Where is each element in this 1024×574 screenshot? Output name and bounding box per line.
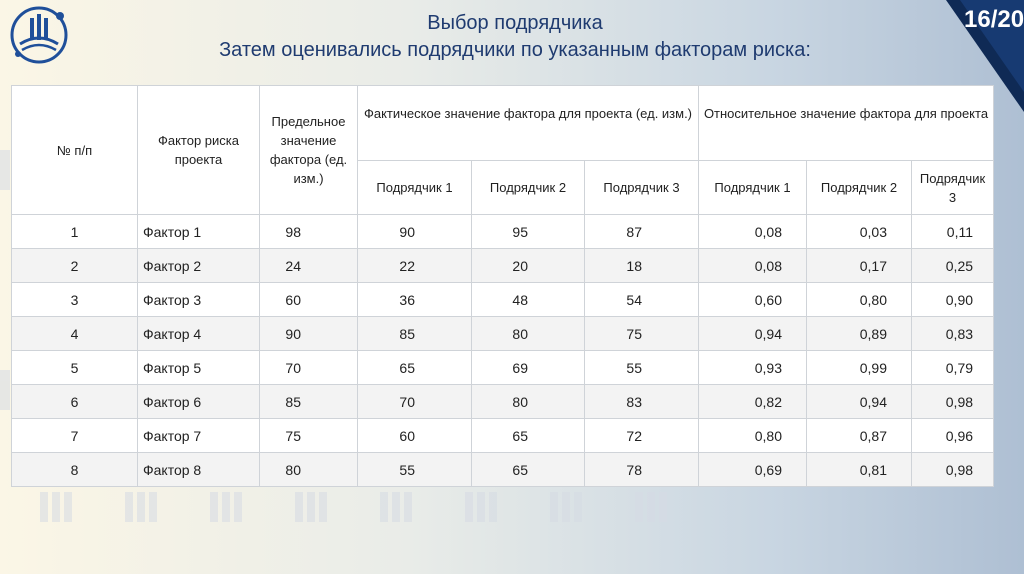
cell-relative-1: 0,69 <box>699 453 807 487</box>
table-row <box>12 215 994 249</box>
table-row <box>12 453 994 487</box>
cell-relative-2: 0,81 <box>807 453 912 487</box>
cell-relative-2: 0,17 <box>807 249 912 283</box>
cell-actual-1: 22 <box>358 249 472 283</box>
slide-subtitle: Затем оценивались подрядчики по указанным факторам риска: <box>219 39 811 61</box>
cell-actual-3: 72 <box>585 419 699 453</box>
slide-title: Выбор подрядчика <box>427 12 603 34</box>
cell-num: 8 <box>12 453 138 487</box>
cell-relative-3: 0,25 <box>912 249 994 283</box>
cell-relative-3: 0,90 <box>912 283 994 317</box>
header-limit: Предельное значение фактора (ед. изм.) <box>260 86 358 215</box>
cell-num: 2 <box>12 249 138 283</box>
cell-relative-3: 0,96 <box>912 419 994 453</box>
cell-actual-2: 20 <box>472 249 585 283</box>
cell-actual-1: 85 <box>358 317 472 351</box>
table-row <box>12 317 994 351</box>
header-relative-contractor-3: Подрядчик 3 <box>912 161 994 215</box>
cell-relative-3: 0,98 <box>912 453 994 487</box>
cell-num: 7 <box>12 419 138 453</box>
cell-relative-2: 0,03 <box>807 215 912 249</box>
cell-actual-2: 65 <box>472 419 585 453</box>
cell-relative-1: 0,82 <box>699 385 807 419</box>
cell-relative-1: 0,08 <box>699 215 807 249</box>
cell-actual-1: 60 <box>358 419 472 453</box>
cell-actual-2: 65 <box>472 453 585 487</box>
cell-actual-1: 65 <box>358 351 472 385</box>
table-row <box>12 385 994 419</box>
table-row <box>12 283 994 317</box>
header-relative-contractor-2: Подрядчик 2 <box>807 161 912 215</box>
cell-factor: Фактор 5 <box>138 351 260 385</box>
cell-limit: 60 <box>260 283 358 317</box>
cell-relative-2: 0,80 <box>807 283 912 317</box>
slide-title-block <box>100 10 930 64</box>
cell-actual-3: 78 <box>585 453 699 487</box>
cell-limit: 75 <box>260 419 358 453</box>
cell-actual-2: 95 <box>472 215 585 249</box>
cell-limit: 24 <box>260 249 358 283</box>
cell-relative-3: 0,98 <box>912 385 994 419</box>
cell-relative-1: 0,94 <box>699 317 807 351</box>
cell-actual-1: 90 <box>358 215 472 249</box>
cell-actual-3: 75 <box>585 317 699 351</box>
cell-actual-3: 87 <box>585 215 699 249</box>
cell-factor: Фактор 3 <box>138 283 260 317</box>
cell-relative-1: 0,93 <box>699 351 807 385</box>
cell-actual-1: 36 <box>358 283 472 317</box>
cell-relative-3: 0,11 <box>912 215 994 249</box>
cell-actual-3: 18 <box>585 249 699 283</box>
table-row <box>12 419 994 453</box>
cell-actual-3: 83 <box>585 385 699 419</box>
cell-limit: 70 <box>260 351 358 385</box>
page-number: 16/20 <box>964 6 1024 33</box>
cell-actual-2: 80 <box>472 385 585 419</box>
cell-actual-1: 55 <box>358 453 472 487</box>
cell-actual-2: 69 <box>472 351 585 385</box>
cell-num: 4 <box>12 317 138 351</box>
header-factor: Фактор риска проекта <box>138 86 260 215</box>
cell-relative-2: 0,87 <box>807 419 912 453</box>
cell-relative-2: 0,89 <box>807 317 912 351</box>
cell-limit: 98 <box>260 215 358 249</box>
cell-actual-3: 55 <box>585 351 699 385</box>
cell-limit: 80 <box>260 453 358 487</box>
cell-relative-1: 0,08 <box>699 249 807 283</box>
cell-relative-3: 0,83 <box>912 317 994 351</box>
cell-relative-2: 0,94 <box>807 385 912 419</box>
cell-actual-2: 80 <box>472 317 585 351</box>
cell-actual-1: 70 <box>358 385 472 419</box>
cell-actual-2: 48 <box>472 283 585 317</box>
cell-factor: Фактор 6 <box>138 385 260 419</box>
risk-factor-table <box>11 85 993 486</box>
table-row <box>12 249 994 283</box>
cell-relative-1: 0,80 <box>699 419 807 453</box>
cell-relative-2: 0,99 <box>807 351 912 385</box>
header-actual-group: Фактическое значение фактора для проекта (ед. изм.) <box>358 86 699 161</box>
cell-limit: 90 <box>260 317 358 351</box>
cell-relative-1: 0,60 <box>699 283 807 317</box>
table-row <box>12 351 994 385</box>
header-num: № п/п <box>12 86 138 215</box>
header-actual-contractor-1: Подрядчик 1 <box>358 161 472 215</box>
cell-limit: 85 <box>260 385 358 419</box>
cell-factor: Фактор 7 <box>138 419 260 453</box>
cell-factor: Фактор 4 <box>138 317 260 351</box>
institution-logo <box>8 4 70 66</box>
cell-relative-3: 0,79 <box>912 351 994 385</box>
header-actual-contractor-2: Подрядчик 2 <box>472 161 585 215</box>
cell-factor: Фактор 2 <box>138 249 260 283</box>
cell-num: 1 <box>12 215 138 249</box>
cell-factor: Фактор 1 <box>138 215 260 249</box>
cell-factor: Фактор 8 <box>138 453 260 487</box>
cell-num: 5 <box>12 351 138 385</box>
cell-num: 6 <box>12 385 138 419</box>
cell-num: 3 <box>12 283 138 317</box>
header-relative-group: Относительное значение фактора для проекта <box>699 86 994 161</box>
header-relative-contractor-1: Подрядчик 1 <box>699 161 807 215</box>
cell-actual-3: 54 <box>585 283 699 317</box>
header-actual-contractor-3: Подрядчик 3 <box>585 161 699 215</box>
